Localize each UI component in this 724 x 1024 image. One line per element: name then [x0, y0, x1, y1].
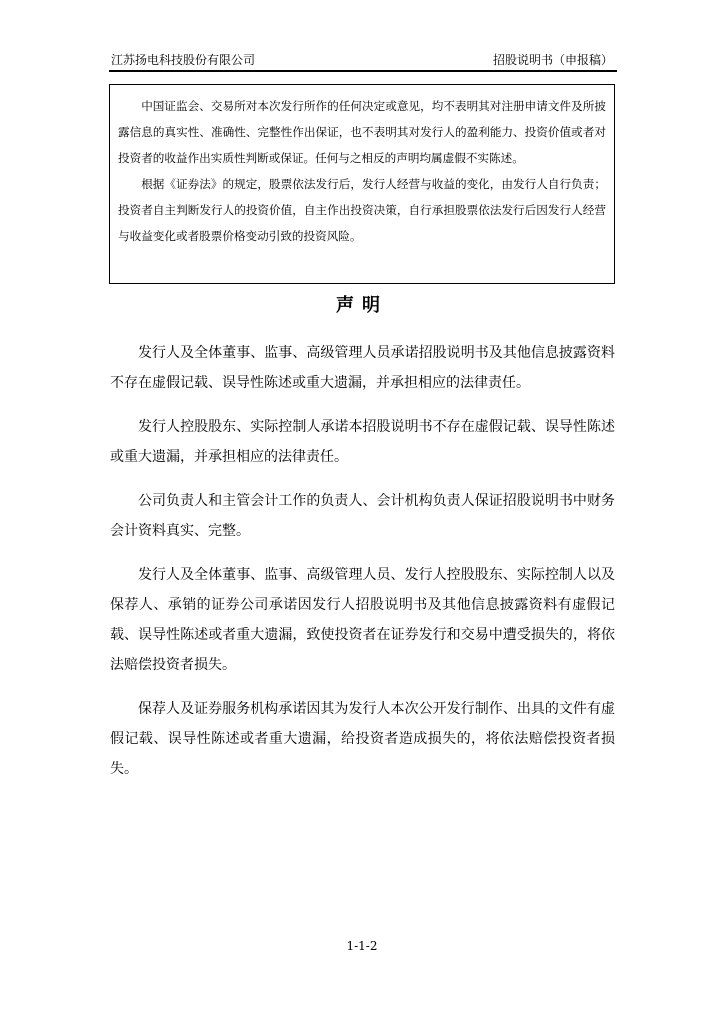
page-number: 1-1-2	[346, 939, 378, 953]
statement-paragraph: 发行人及全体董事、监事、高级管理人员、发行人控股股东、实际控制人以及保荐人、承销的证券公司承诺因发行人招股说明书及其他信息披露资料有虚假记载、误导性陈述或者重大遗漏，致使投资者在证券发行和交易中遭受损失的，将依法赔偿投资者损失。	[110, 567, 615, 673]
statement-paragraph: 发行人控股股东、实际控制人承诺本招股说明书不存在虚假记载、误导性陈述或重大遗漏，并承担相应的法律责任。	[110, 419, 615, 465]
page-header	[109, 50, 617, 72]
document-type: 招股说明书（申报稿）	[492, 53, 613, 67]
section-title: 声明	[336, 295, 388, 316]
notice-paragraph: 中国证监会、交易所对本次发行所作的任何决定或意见，均不表明其对注册申请文件及所披露信息的真实性、准确性、完整性作出保证，也不表明其对发行人的盈利能力、投资价值或者对投资者的收益作出实质性判断或保证。任何与之相反的声明均属虚假不实陈述。	[118, 99, 606, 165]
statement-paragraph: 保荐人及证券服务机构承诺因其为发行人本次公开发行制作、出具的文件有虚假记载、误导性陈述或者重大遗漏，给投资者造成损失的，将依法赔偿投资者损失。	[110, 701, 615, 777]
statement-paragraph: 公司负责人和主管会计工作的负责人、会计机构负责人保证招股说明书中财务会计资料真实、完整。	[110, 493, 615, 539]
regulatory-notice-box	[109, 84, 615, 284]
company-name: 江苏扬电科技股份有限公司	[111, 53, 256, 67]
notice-paragraph: 根据《证券法》的规定，股票依法发行后，发行人经营与收益的变化，由发行人自行负责；投资者自主判断发行人的投资价值，自主作出投资决策，自行承担股票依法发行后因发行人经营与收益变化或者股票价格变动引致的投资风险。	[118, 177, 606, 243]
statements-body	[110, 338, 615, 798]
statement-paragraph: 发行人及全体董事、监事、高级管理人员承诺招股说明书及其他信息披露资料不存在虚假记载、误导性陈述或重大遗漏，并承担相应的法律责任。	[110, 345, 615, 391]
